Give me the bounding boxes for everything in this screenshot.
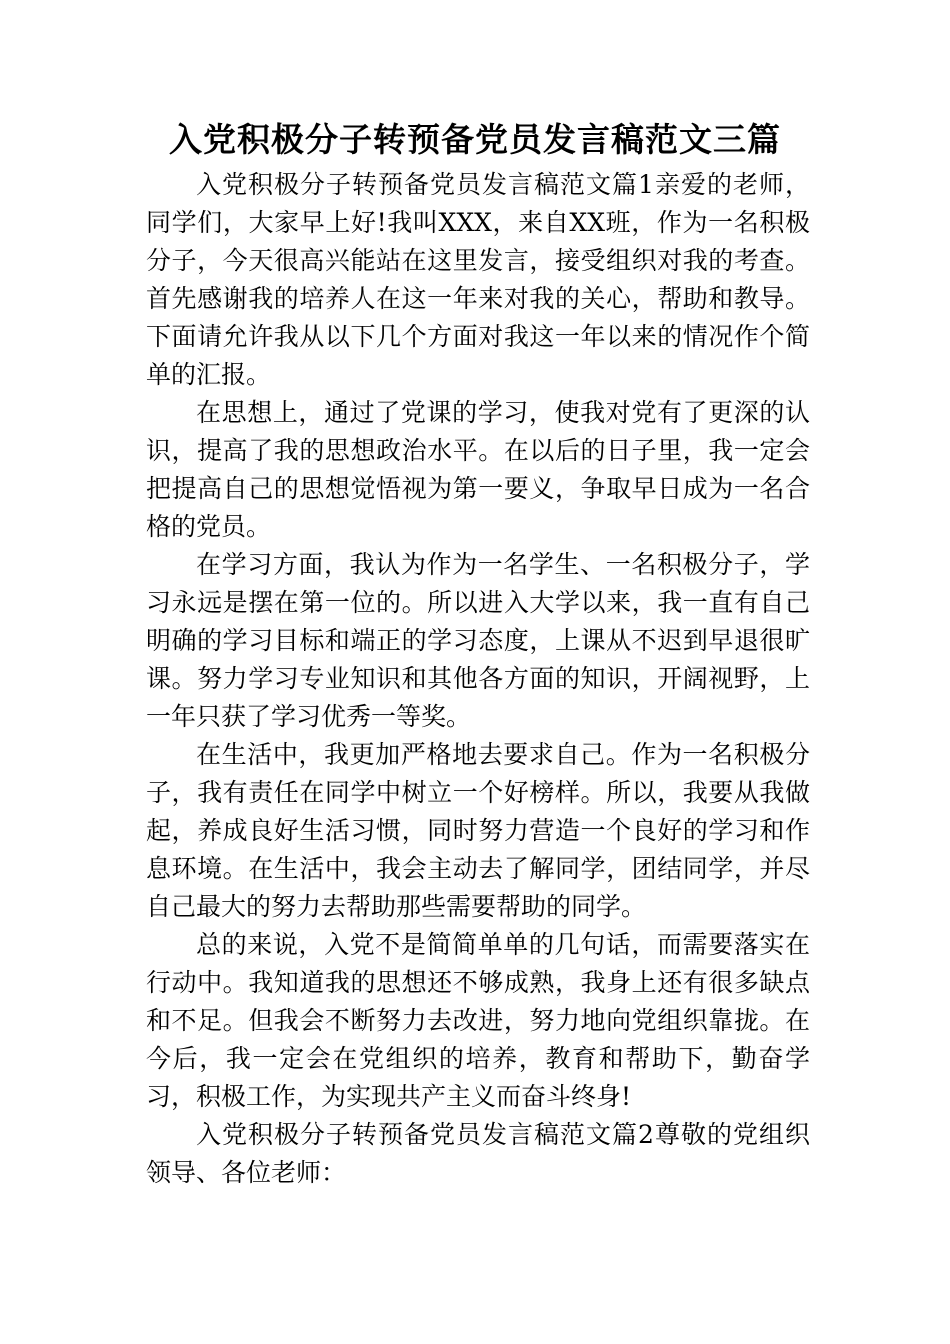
paragraph-3: 在学习方面，我认为作为一名学生、一名积极分子，学习永远是摆在第一位的。所以进入大学以来，我一直有自己明确的学习目标和端正的学习态度，上课从不迟到早退很旷课。努力学习专业知识和其他各方面的知识，开阔视野，上一年只获了学习优秀一等奖。 — [146, 550, 810, 731]
document-body — [146, 166, 810, 1192]
document-title: 入党积极分子转预备党员发言稿范文三篇 — [169, 120, 781, 159]
paragraph-6: 入党积极分子转预备党员发言稿范文篇2尊敬的党组织领导、各位老师： — [146, 1120, 810, 1187]
paragraph-1: 入党积极分子转预备党员发言稿范文篇1亲爱的老师，同学们，大家早上好!我叫XXX，来自XX班，作为一名积极分子，今天很高兴能站在这里发言，接受组织对我的考查。首先感谢我的培养人在这一年来对我的关心，帮助和教导。下面请允许我从以下几个方面对我这一年以来的情况作个简单的汇报。 — [146, 170, 810, 389]
paragraph-5: 总的来说，入党不是简简单单的几句话，而需要落实在行动中。我知道我的思想还不够成熟，我身上还有很多缺点和不足。但我会不断努力去改进，努力地向党组织靠拢。在今后，我一定会在党组织的培养，教育和帮助下，勤奋学习，积极工作，为实现共产主义而奋斗终身! — [146, 930, 810, 1111]
paragraph-2: 在思想上，通过了党课的学习，使我对党有了更深的认识，提高了我的思想政治水平。在以后的日子里，我一定会把提高自己的思想觉悟视为第一要义，争取早日成为一名合格的党员。 — [146, 398, 810, 541]
paragraph-4: 在生活中，我更加严格地去要求自己。作为一名积极分子，我有责任在同学中树立一个好榜样。所以，我要从我做起，养成良好生活习惯，同时努力营造一个良好的学习和作息环境。在生活中，我会主动去了解同学，团结同学，并尽自己最大的努力去帮助那些需要帮助的同学。 — [146, 740, 810, 921]
